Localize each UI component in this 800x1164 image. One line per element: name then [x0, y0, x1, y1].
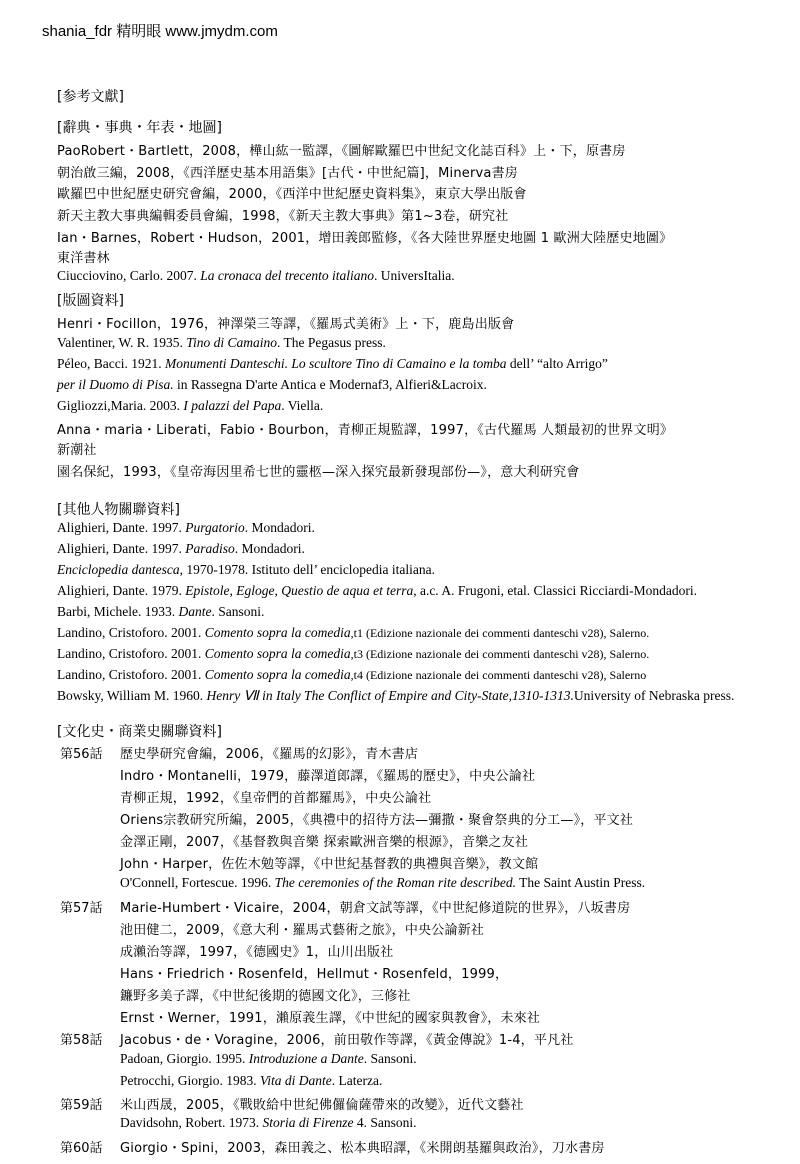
reference-entry-continuation: 新潮社	[57, 443, 97, 458]
reference-entry: Alighieri, Dante. 1997. Purgatorio. Mondadori.	[57, 520, 315, 535]
reference-entry: 成瀨治等譯，1997，《德國史》1，山川出版社	[120, 945, 394, 960]
reference-entry: Jacobus・de・Voragine，2006，前田敬作等譯，《黃金傳說》1-4，平凡社	[120, 1033, 574, 1048]
reference-entry: Ciucciovino, Carlo. 2007. La cronaca del trecento italiano. UniversItalia.	[57, 268, 455, 283]
reference-entry: Petrocchi, Giorgio. 1983. Vita di Dante. Laterza.	[120, 1073, 383, 1088]
episode-label: 第60話	[60, 1141, 103, 1156]
reference-entry: 金澤正剛，2007，《基督教與音樂 探索歐洲音樂的根源》，音樂之友社	[120, 835, 529, 850]
reference-entry: 歐羅巴中世紀歷史研究會編，2000，《西洋中世紀歷史資料集》，東京大學出版會	[57, 187, 527, 202]
reference-entry-continuation: 鐮野多美子譯，《中世紀後期的德國文化》，三修社	[120, 989, 411, 1004]
reference-entry: Barbi, Michele. 1933. Dante. Sansoni.	[57, 604, 265, 619]
reference-entry: 園名保紀，1993，《皇帝海因里希七世的靈柩—深入探究最新發現部份—》，意大利研究會	[57, 465, 580, 480]
reference-entry: Hans・Friedrich・Rosenfeld，Hellmut・Rosenfeld，1999，	[120, 967, 509, 982]
reference-entry: Indro・Montanelli，1979，藤澤道郎譯，《羅馬的歷史》，中央公論社	[120, 769, 536, 784]
reference-entry: Gigliozzi,Maria. 2003. I palazzi del Papa. Viella.	[57, 398, 324, 413]
reference-entry: Alighieri, Dante. 1997. Paradiso. Mondadori.	[57, 541, 305, 556]
section-heading-cultural-history: [文化史・商業史關聯資料]	[57, 724, 222, 740]
reference-entry: 米山西晟，2005，《戰敗給中世紀佛儸倫薩帶來的改變》，近代文藝社	[120, 1098, 524, 1113]
reference-entry: Marie-Humbert・Vicaire，2004，朝倉文試等譯，《中世紀修道院的世界》，八坂書房	[120, 901, 631, 916]
reference-entry: Enciclopedia dantesca, 1970-1978. Istituto dell’ enciclopedia italiana.	[57, 562, 436, 577]
reference-entry: Oriens宗教研究所編，2005，《典禮中的招待方法—彌撒・聚會祭典的分工—》，平文社	[120, 813, 634, 828]
reference-entry: Landino, Cristoforo. 2001. Comento sopra la comedia,t1 (Edizione nazionale dei commenti danteschi v28), Salerno.	[57, 625, 650, 640]
reference-entry: Padoan, Giorgio. 1995. Introduzione a Dante. Sansoni.	[120, 1051, 417, 1066]
reference-entry: Valentiner, W. R. 1935. Tino di Camaino. The Pegasus press.	[57, 335, 386, 350]
episode-label: 第57話	[60, 901, 103, 916]
reference-entry: 朝治啟三編，2008，《西洋歷史基本用語集》[古代・中世紀篇]，Minerva書房	[57, 166, 518, 181]
reference-entry-continuation: 東洋書林	[57, 251, 110, 266]
reference-entry: Bowsky, William M. 1960. Henry Ⅶ in Italy The Conflict of Empire and City-State,1310-1313.University of Nebraska press.	[57, 688, 735, 703]
page-header-watermark: shania_fdr 精明眼 www.jmydm.com	[42, 23, 278, 40]
reference-entry: Henri・Focillon，1976，神澤榮三等譯，《羅馬式美術》上・下，鹿島出版會	[57, 317, 515, 332]
reference-entry: Landino, Cristoforo. 2001. Comento sopra la comedia,t4 (Edizione nazionale dei commenti danteschi v28), Salerno	[57, 667, 647, 682]
reference-entry: Giorgio・Spini，2003，森田義之、松本典昭譯，《米開朗基羅與政治》，刀水書房	[120, 1141, 605, 1156]
reference-entry: Ernst・Werner，1991，瀨原義生譯，《中世紀的國家與教會》，未來社	[120, 1011, 541, 1026]
reference-entry: Péleo, Bacci. 1921. Monumenti Danteschi. Lo scultore Tino di Camaino e la tomba dell’ “alto Arrigo”	[57, 356, 608, 371]
reference-entry: 新天主教大事典編輯委員會編，1998，《新天主教大事典》第1~3卷，研究社	[57, 209, 509, 224]
episode-label: 第56話	[60, 747, 103, 762]
reference-entry: 歷史學研究會編，2006，《羅馬的幻影》，青木書店	[120, 747, 419, 762]
episode-label: 第58話	[60, 1033, 103, 1048]
reference-entry: Anna・maria・Liberati，Fabio・Bourbon，青柳正規監譯，1997，《古代羅馬 人類最初的世界文明》	[57, 423, 674, 438]
section-heading-dictionaries: [辭典・事典・年表・地圖]	[57, 120, 222, 136]
reference-entry: 青柳正規，1992，《皇帝們的首都羅馬》，中央公論社	[120, 791, 432, 806]
section-heading-plates: [版圖資料]	[57, 293, 124, 309]
reference-entry: Landino, Cristoforo. 2001. Comento sopra la comedia,t3 (Edizione nazionale dei commenti danteschi v28), Salerno.	[57, 646, 650, 661]
reference-entry: 池田健二，2009，《意大利・羅馬式藝術之旅》，中央公論新社	[120, 923, 485, 938]
reference-entry: PaoRobert・Bartlett，2008，樺山紘一監譯，《圖解歐羅巴中世紀文化誌百科》上・下，原書房	[57, 144, 626, 159]
reference-entry: Ian・Barnes，Robert・Hudson，2001，增田義郎監修，《各大陸世界歷史地圖 1 歐洲大陸歷史地圖》	[57, 231, 673, 246]
reference-entry: John・Harper，佐佐木勉等譯，《中世紀基督教的典禮與音樂》，教文館	[120, 857, 539, 872]
episode-label: 第59話	[60, 1098, 103, 1113]
reference-entry: Davidsohn, Robert. 1973. Storia di Firenze 4. Sansoni.	[120, 1115, 417, 1130]
reference-entry-continuation: per il Duomo di Pisa. in Rassegna D'arte Antica e Modernaf3, Alfieri&Lacroix.	[57, 377, 487, 392]
page-title: [参考文獻]	[57, 89, 124, 105]
reference-entry: O'Connell, Fortescue. 1996. The ceremonies of the Roman rite described. The Saint Austin Press.	[120, 875, 646, 890]
reference-entry: Alighieri, Dante. 1979. Epistole, Egloge, Questio de aqua et terra, a.c. A. Frugoni, etal. Classici Ricciardi-Mondadori.	[57, 583, 698, 598]
section-heading-other-persons: [其他人物關聯資料]	[57, 502, 180, 518]
